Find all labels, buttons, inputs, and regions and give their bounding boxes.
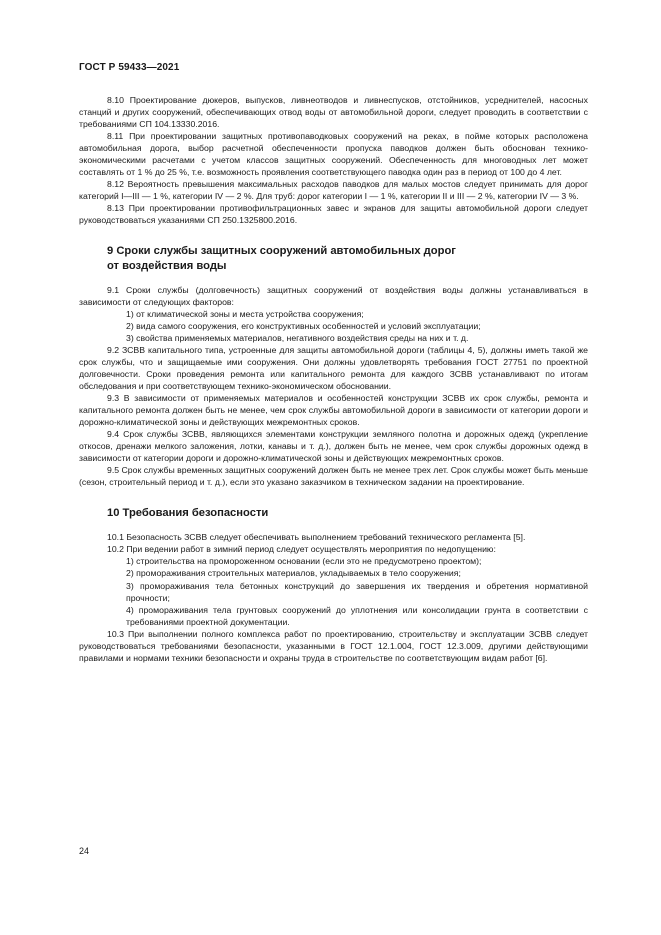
paragraph-9-4: 9.4 Срок службы ЗСВВ, являющихся элементами конструкции земляного полотна и дорожных одежд (укрепление откосов, дренажи мелкого заложения, лотки, канавы и т. д.), должен быть не менее, чем срок службы дорожных одежд в зависимости от категории дороги и дорожно-климатической зоны и действующих межремонтных сроков. [79, 429, 588, 464]
list-item: 2) вида самого сооружения, его конструктивных особенностей и условий эксплуатации; [126, 320, 481, 331]
paragraph-10-1: 10.1 Безопасность ЗСВВ следует обеспечивать выполнением требований технического регламента [5]. [107, 532, 526, 543]
paragraph-8-13: 8.13 При проектировании противофильтрационных завес и экранов для защиты автомобильной дороги следует руководствоваться указаниями СП 250.1325800.2016. [79, 203, 588, 226]
paragraph-8-11: 8.11 При проектировании защитных противопаводковых сооружений на реках, в пойме которых расположена автомобильная дорога, выбор расчетной обеспеченности пропуска паводков должен быть обоснован технико-экономическими расчетами с учетом классов защитных сооружений. Обеспеченность для многоводных лет может составлять от 1 % до 25 %, т.е. возможность проявления соответствующего паводка один раз в период от 100 до 4 лет. [79, 131, 588, 178]
list-item: 4) промораживания тела грунтовых сооружений до уплотнения или консолидации грунта в соответствии с требованиями проектной документации. [126, 604, 588, 627]
section-10-heading: 10 Требования безопасности [107, 507, 269, 520]
paragraph-8-10: 8.10 Проектирование дюкеров, выпусков, ливнеотводов и ливнеспусков, отстойников, усреднителей, насосных станций и других сооружений, обеспечивающих отвод воды от автомобильной дороги, следует проводить в соответствии с требованиями СП 104.13330.2016. [79, 95, 588, 130]
paragraph-10-3: 10.3 При выполнении полного комплекса работ по проектированию, строительству и эксплуатации ЗСВВ следует руководствоваться требованиями безопасности, указанными в ГОСТ 12.1.004, ГОСТ 12.3.009, другими действующими правилами и нормами техники безопасности и охраны труда в строительстве по соответствующим видам работ [6]. [79, 628, 588, 663]
paragraph-9-3: 9.3 В зависимости от применяемых материалов и особенностей конструкции ЗСВВ их срок службы, ремонта и капитального ремонта должен быть не менее, чем срок службы автомобильной дороги в зависимости от категории дороги и дорожно-климатической зоны и действующих межремонтных сроков. [79, 392, 588, 428]
section-9-heading-line1: 9 Сроки службы защитных сооружений автомобильных дорог [107, 244, 456, 257]
section-9-heading-line2: от воздействия воды [107, 259, 227, 272]
page-content [79, 94, 588, 664]
paragraph-9-2: 9.2 ЗСВВ капитального типа, устроенные для защиты автомобильной дороги (таблицы 4, 5), должны иметь такой же срок службы, что и защищаемые ими сооружения. Они должны удовлетворять требования ГОСТ 27751 по проектной долговечности. Сроки проведения ремонта или капитального ремонта для каждого ЗСВВ устанавливают по итогам обследования и при соответствующем технико-экономическом обосновании. [79, 344, 588, 391]
page-number: 24 [79, 846, 90, 856]
paragraph-9-1: 9.1 Сроки службы (долговечность) защитных сооружений от воздействия воды должны устанавливаться в зависимости от следующих факторов: [79, 284, 588, 307]
paragraph-8-12: 8.12 Вероятность превышения максимальных расходов паводков для малых мостов следует принимать для дорог категорий I—III — 1 %, категории IV — 2 %. Для труб: дорог категории I — 1 %, категории II и III — 2 %, категории IV — 3 %. [79, 179, 588, 202]
document-header: ГОСТ Р 59433—2021 [79, 62, 180, 73]
list-item: 3) свойства применяемых материалов, негативного воздействия среды на них и т. д. [126, 332, 469, 343]
paragraph-9-5: 9.5 Срок службы временных защитных сооружений должен быть не менее трех лет. Срок службы может быть меньше (сезон, строительный период и т. д.), если это указано заказчиком в техническом задании на проектирование. [79, 465, 588, 488]
list-item: 1) строительства на промороженном основании (если это не предусмотрено проектом); [126, 556, 482, 567]
list-item: 1) от климатической зоны и места устройства сооружения; [126, 308, 364, 319]
paragraph-10-2: 10.2 При ведении работ в зимний период следует осуществлять мероприятия по недопущению: [107, 544, 496, 555]
section-9-heading [79, 244, 588, 274]
list-item: 2) промораживания строительных материалов, укладываемых в тело сооружения; [126, 568, 461, 579]
list-item: 3) промораживания тела бетонных конструкций до завершения их твердения и обретения нормативной прочности; [126, 580, 588, 603]
